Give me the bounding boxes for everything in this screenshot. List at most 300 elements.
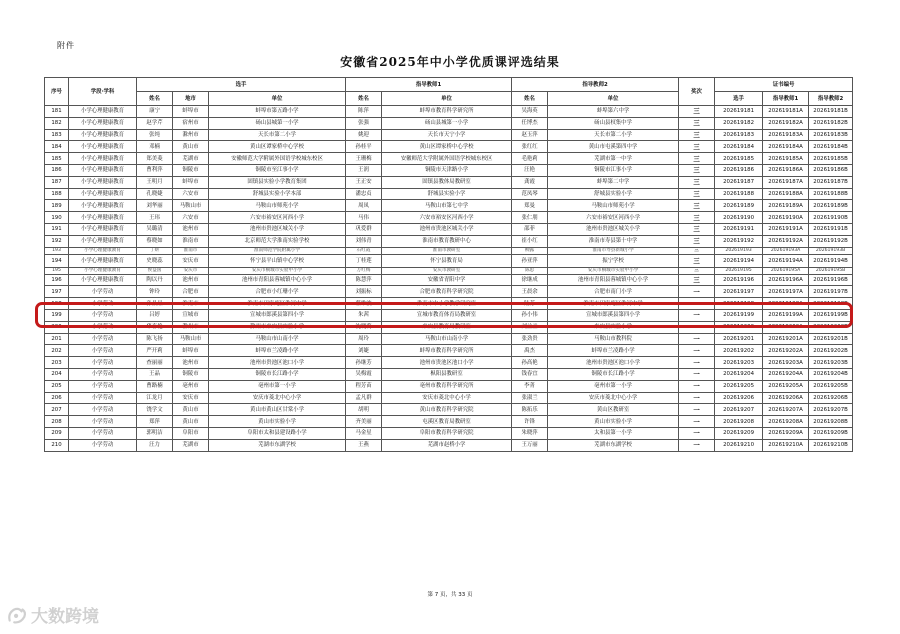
table-cell: 小学劳动 bbox=[69, 392, 137, 404]
table-cell: 小学心理健康教育 bbox=[69, 141, 137, 153]
table-cell: 池州市 bbox=[173, 223, 209, 235]
table-cell: 203 bbox=[45, 357, 69, 369]
table-cell: 202619186B bbox=[809, 164, 853, 176]
table-cell: 黄山市黄山区甘棠小学 bbox=[209, 404, 346, 416]
table-cell: 小学劳动 bbox=[69, 286, 137, 298]
table-cell: 王燕 bbox=[346, 439, 382, 451]
table-cell: 天长市天宁小学 bbox=[382, 129, 512, 141]
table-row bbox=[45, 267, 853, 274]
table-cell: 202619184 bbox=[715, 141, 763, 153]
table-cell: 滁州市 bbox=[173, 321, 209, 333]
table-cell: 铜陵市长江路小学 bbox=[548, 368, 679, 380]
table-cell: 202619192A bbox=[763, 235, 809, 247]
table-cell: 202619195B bbox=[809, 267, 853, 274]
table-cell: 小学劳动 bbox=[69, 357, 137, 369]
table-cell: 邓楠 bbox=[137, 141, 173, 153]
table-cell: 铜陵市 bbox=[173, 368, 209, 380]
header-cert: 证书编号 bbox=[715, 78, 853, 92]
table-cell: 北京师范大学淮南实验学校 bbox=[209, 235, 346, 247]
table-cell: 舒城县实验小学 bbox=[548, 188, 679, 200]
table-cell: 池州市青阳县蓉城镇中心小学 bbox=[548, 274, 679, 286]
table-cell: 吴海英 bbox=[512, 106, 548, 118]
table-cell: 202619202B bbox=[809, 345, 853, 357]
table-cell: 任博杰 bbox=[512, 117, 548, 129]
table-cell: 三 bbox=[679, 212, 715, 224]
table-cell: 王珊梅 bbox=[346, 153, 382, 165]
table-cell: 202619184A bbox=[763, 141, 809, 153]
table-row bbox=[45, 200, 853, 212]
table-cell: 202619205 bbox=[715, 380, 763, 392]
table-cell: 小学劳动 bbox=[69, 345, 137, 357]
table-cell: 康宁 bbox=[137, 106, 173, 118]
table-cell: 黄山市实验小学 bbox=[548, 416, 679, 428]
header-mentor2-name: 姓名 bbox=[512, 92, 548, 106]
table-cell: 202619181 bbox=[715, 106, 763, 118]
table-cell: 池州市 bbox=[173, 357, 209, 369]
table-cell: 宣城市教育体育局教研室 bbox=[382, 309, 512, 321]
table-cell: 蔡晓如 bbox=[137, 235, 173, 247]
table-row bbox=[45, 188, 853, 200]
table-cell: 汪艳 bbox=[512, 164, 548, 176]
table-cell: 202619194B bbox=[809, 254, 853, 267]
table-cell: 汪力 bbox=[137, 439, 173, 451]
table-cell: 202619210 bbox=[715, 439, 763, 451]
table-cell: 怀宁县教育局 bbox=[382, 254, 512, 267]
table-cell: 一 bbox=[679, 309, 715, 321]
table-cell: 小学心理健康教育 bbox=[69, 200, 137, 212]
table-cell: 蚌埠市第五路小学 bbox=[209, 106, 346, 118]
table-cell: 202619205B bbox=[809, 380, 853, 392]
table-cell: 202619189 bbox=[715, 200, 763, 212]
table-cell: 191 bbox=[45, 223, 69, 235]
table-cell: 合肥市教育科学研究院 bbox=[382, 286, 512, 298]
table-cell: 202619185A bbox=[763, 153, 809, 165]
table-cell: 阜阳市 bbox=[173, 427, 209, 439]
table-cell: 202619200A bbox=[763, 321, 809, 333]
table-cell: 池州市贵池区池口小学 bbox=[209, 357, 346, 369]
table-cell: 185 bbox=[45, 153, 69, 165]
table-cell: 小学劳动 bbox=[69, 333, 137, 345]
table-cell: 一 bbox=[679, 298, 715, 310]
table-cell: 孟凡群 bbox=[346, 392, 382, 404]
table-cell: 池州市青阳县蓉城镇中心小学 bbox=[209, 274, 346, 286]
header-cert-player: 选手 bbox=[715, 92, 763, 106]
table-cell: 202619201B bbox=[809, 333, 853, 345]
table-cell: 小学心理健康教育 bbox=[69, 117, 137, 129]
table-row bbox=[45, 439, 853, 451]
table-cell: 史晓蕊 bbox=[137, 254, 173, 267]
table-cell: 蚌埠市 bbox=[173, 176, 209, 188]
table-cell: 王正安 bbox=[346, 176, 382, 188]
table-cell: 潘忠贞 bbox=[346, 188, 382, 200]
table-cell: 一 bbox=[679, 321, 715, 333]
header-cert-mentor2: 指导教师2 bbox=[809, 92, 853, 106]
table-cell: 芜湖市东湖学校 bbox=[209, 439, 346, 451]
table-cell: 黄山区教研室 bbox=[548, 404, 679, 416]
table-cell: 黄山市 bbox=[173, 141, 209, 153]
table-cell: 202619191A bbox=[763, 223, 809, 235]
table-cell: 安庆市桐城市实验中小学 bbox=[209, 267, 346, 274]
table-cell: 铜陵市长江路小学 bbox=[209, 368, 346, 380]
table-cell: 孙桂平 bbox=[346, 141, 382, 153]
table-cell: 202619197 bbox=[715, 286, 763, 298]
table-cell: 199 bbox=[45, 309, 69, 321]
header-contestant-city: 地市 bbox=[173, 92, 209, 106]
table-cell: 186 bbox=[45, 164, 69, 176]
table-cell: 202619182A bbox=[763, 117, 809, 129]
table-cell: 姚迎 bbox=[346, 129, 382, 141]
table-cell: 张强 bbox=[346, 117, 382, 129]
header-award: 奖次 bbox=[679, 78, 715, 106]
table-cell: 宣城市郎溪县第四小学 bbox=[209, 309, 346, 321]
table-cell: 合肥市 bbox=[173, 286, 209, 298]
table-cell: 安庆市桐城市实验中小学 bbox=[548, 267, 679, 274]
table-cell: 池州市贵池区城关小学 bbox=[209, 223, 346, 235]
table-cell: 三 bbox=[679, 188, 715, 200]
table-cell: 孙继芳 bbox=[346, 357, 382, 369]
table-cell: 202619187B bbox=[809, 176, 853, 188]
table-cell: 孙高艳 bbox=[512, 357, 548, 369]
table-cell: 龚霞 bbox=[512, 176, 548, 188]
table-row bbox=[45, 357, 853, 369]
table-cell: 小学心理健康教育 bbox=[69, 267, 137, 274]
table-cell: 202619190 bbox=[715, 212, 763, 224]
table-cell: 202619190B bbox=[809, 212, 853, 224]
table-cell: 太和县第一小学 bbox=[548, 427, 679, 439]
table-cell: 天长市第二小学 bbox=[209, 129, 346, 141]
table-cell: 砀山县城第一小学 bbox=[209, 117, 346, 129]
table-cell: 183 bbox=[45, 129, 69, 141]
table-cell: 202619199B bbox=[809, 309, 853, 321]
table-cell: 舒城县实验小学 bbox=[382, 188, 512, 200]
table-cell: 蚌埠市教育科学研究所 bbox=[382, 345, 512, 357]
table-cell: 小学心理健康教育 bbox=[69, 176, 137, 188]
header-mentor1-name: 姓名 bbox=[346, 92, 382, 106]
table-cell: 合肥市小红珊小学 bbox=[209, 286, 346, 298]
table-cell: 万红梅 bbox=[346, 267, 382, 274]
table-cell: 巩爱群 bbox=[346, 223, 382, 235]
table-row bbox=[45, 247, 853, 254]
table-cell: 亳州市 bbox=[173, 380, 209, 392]
table-cell: 一 bbox=[679, 416, 715, 428]
table-cell: 池州市贵池区城关小学 bbox=[382, 223, 512, 235]
table-cell: 亳州市第一小学 bbox=[548, 380, 679, 392]
table-cell: 202619207 bbox=[715, 404, 763, 416]
table-cell: 小学心理健康教育 bbox=[69, 212, 137, 224]
table-cell: 三 bbox=[679, 223, 715, 235]
table-cell: 202619185 bbox=[715, 153, 763, 165]
table-cell: 202619182B bbox=[809, 117, 853, 129]
table-row bbox=[45, 368, 853, 380]
table-cell: 淮南师范学院附属小学 bbox=[209, 247, 346, 254]
table-cell: 小学心理健康教育 bbox=[69, 164, 137, 176]
table-row bbox=[45, 212, 853, 224]
table-cell: 202619187 bbox=[715, 176, 763, 188]
table-cell: 华春艳 bbox=[137, 321, 173, 333]
table-cell: 202619191 bbox=[715, 223, 763, 235]
table-cell: 小学心理健康教育 bbox=[69, 188, 137, 200]
table-cell: 三 bbox=[679, 274, 715, 286]
table-cell: 黄山区谭家桥中心学校 bbox=[382, 141, 512, 153]
table-cell: 刘华丽 bbox=[137, 200, 173, 212]
table-cell: 三 bbox=[679, 153, 715, 165]
table-cell: 池州市 bbox=[173, 274, 209, 286]
header-contestant-name: 姓名 bbox=[137, 92, 173, 106]
table-cell: 陈飞扬 bbox=[137, 333, 173, 345]
table-cell: 202619192B bbox=[809, 235, 853, 247]
table-cell: 202619209B bbox=[809, 427, 853, 439]
table-cell: 202619206 bbox=[715, 392, 763, 404]
table-cell: 187 bbox=[45, 176, 69, 188]
table-cell: 208 bbox=[45, 416, 69, 428]
table-cell: 三 bbox=[679, 254, 715, 267]
table-cell: 马鞍山市师苑小学 bbox=[548, 200, 679, 212]
table-cell: 淮南市寿县第十中学 bbox=[548, 235, 679, 247]
table-cell: 程芳苗 bbox=[346, 380, 382, 392]
table-cell: 一 bbox=[679, 368, 715, 380]
watermark-logo-icon bbox=[6, 604, 28, 626]
table-cell: 张劲贵 bbox=[512, 333, 548, 345]
header-seq: 序号 bbox=[45, 78, 69, 106]
table-cell: 张淑兰 bbox=[512, 392, 548, 404]
table-cell: 宣城市郎溪县第四小学 bbox=[548, 309, 679, 321]
table-cell: 邵菲 bbox=[512, 223, 548, 235]
table-cell: 芜湖市 bbox=[173, 439, 209, 451]
table-row bbox=[45, 254, 853, 267]
document-title: 安徽省2025年中小学优质课评选结果 bbox=[340, 55, 560, 69]
table-cell: 芜湖市赵桥小学 bbox=[382, 439, 512, 451]
table-cell: 202619195 bbox=[715, 267, 763, 274]
table-cell: 193 bbox=[45, 247, 69, 254]
table-cell: 一 bbox=[679, 286, 715, 298]
table-cell: 安庆市 bbox=[173, 254, 209, 267]
table-cell: 吕婷 bbox=[137, 309, 173, 321]
table-cell: 189 bbox=[45, 200, 69, 212]
table-cell: 202619197A bbox=[763, 286, 809, 298]
table-cell: 淮南市 bbox=[173, 247, 209, 254]
table-cell: 206 bbox=[45, 392, 69, 404]
table-cell: 王明月 bbox=[137, 176, 173, 188]
table-cell: 202619194A bbox=[763, 254, 809, 267]
table-cell: 202619196B bbox=[809, 274, 853, 286]
table-cell: 芜湖市 bbox=[173, 153, 209, 165]
table-cell: 滁州市来安县实验小学 bbox=[209, 321, 346, 333]
table-cell: 202619204B bbox=[809, 368, 853, 380]
table-cell: 刘振标 bbox=[346, 286, 382, 298]
table-cell: 淮南市教研室 bbox=[382, 247, 512, 254]
table-cell: 202619183A bbox=[763, 129, 809, 141]
table-cell: 小学心理健康教育 bbox=[69, 106, 137, 118]
table-cell: 齐美丽 bbox=[346, 416, 382, 428]
table-cell: 舒城县实验小学本部 bbox=[209, 188, 346, 200]
table-cell: 淮南市 bbox=[173, 235, 209, 247]
table-cell: 天长市第二小学 bbox=[548, 129, 679, 141]
table-cell: 查丽丽 bbox=[137, 357, 173, 369]
table-cell: 六安市 bbox=[173, 188, 209, 200]
table-cell: 刘婕 bbox=[346, 345, 382, 357]
table-cell: 202619202A bbox=[763, 345, 809, 357]
table-cell: 202619188A bbox=[763, 188, 809, 200]
table-cell: 滁州市 bbox=[173, 129, 209, 141]
table-row bbox=[45, 274, 853, 286]
table-cell: 来安县实验小学 bbox=[548, 321, 679, 333]
table-cell: 小学劳动 bbox=[69, 298, 137, 310]
table-row bbox=[45, 153, 853, 165]
table-cell: 安庆市菱北中心小学 bbox=[548, 392, 679, 404]
table-row bbox=[45, 416, 853, 428]
table-row bbox=[45, 345, 853, 357]
table-cell: 202619196A bbox=[763, 274, 809, 286]
table-cell: 丁桂莲 bbox=[346, 254, 382, 267]
header-contestant: 选手 bbox=[137, 78, 346, 92]
table-cell: 202619203A bbox=[763, 357, 809, 369]
table-cell: 202619199 bbox=[715, 309, 763, 321]
table-cell: 淮南市田家庵区淮河中学 bbox=[209, 298, 346, 310]
table-cell: 怀宁县平山镇中心学校 bbox=[209, 254, 346, 267]
table-cell: 202619186 bbox=[715, 164, 763, 176]
table-cell: 黄山市教育科学研究院 bbox=[382, 404, 512, 416]
table-cell: 202619205A bbox=[763, 380, 809, 392]
table-cell: 202619200B bbox=[809, 321, 853, 333]
table-cell: 一 bbox=[679, 380, 715, 392]
table-cell: 王晨余 bbox=[512, 286, 548, 298]
table-cell: 丁妍 bbox=[137, 247, 173, 254]
table-cell: 王玮 bbox=[137, 212, 173, 224]
table-cell: 202619201 bbox=[715, 333, 763, 345]
table-cell: 陈慧萍 bbox=[346, 274, 382, 286]
table-cell: 铜陵市江事小学 bbox=[548, 164, 679, 176]
table-cell: 小学心理健康教育 bbox=[69, 129, 137, 141]
table-cell: 200 bbox=[45, 321, 69, 333]
table-cell: 蚌埠第六中学 bbox=[548, 106, 679, 118]
table-cell: 蚌埠市 bbox=[173, 106, 209, 118]
table-cell: 黄山市 bbox=[173, 416, 209, 428]
table-row bbox=[45, 117, 853, 129]
table-cell: 202619206A bbox=[763, 392, 809, 404]
table-cell: 六安市裕安区河西小学 bbox=[548, 212, 679, 224]
table-cell: 王润 bbox=[346, 164, 382, 176]
table-cell: 屯溪区教育局教研室 bbox=[382, 416, 512, 428]
table-cell: 李菁 bbox=[512, 380, 548, 392]
table-cell: 198 bbox=[45, 298, 69, 310]
table-row bbox=[45, 141, 853, 153]
table-cell: 202619193A bbox=[763, 247, 809, 254]
table-cell: 202619192 bbox=[715, 235, 763, 247]
table-cell: 202619204A bbox=[763, 368, 809, 380]
table-cell: 朱茜 bbox=[346, 309, 382, 321]
table-cell: 202619208B bbox=[809, 416, 853, 428]
table-cell: 202619183 bbox=[715, 129, 763, 141]
header-stage-subject: 学段·学科 bbox=[69, 78, 137, 106]
table-cell: 三 bbox=[679, 164, 715, 176]
table-cell: 黄山市屯溪第四中学 bbox=[548, 141, 679, 153]
table-cell: 190 bbox=[45, 212, 69, 224]
header-contestant-unit: 单位 bbox=[209, 92, 346, 106]
table-cell: 许锋 bbox=[512, 416, 548, 428]
table-cell: 三 bbox=[679, 200, 715, 212]
table-cell: 202619190A bbox=[763, 212, 809, 224]
header-mentor2-unit: 单位 bbox=[548, 92, 679, 106]
table-cell: 阜阳市教育科学研究院 bbox=[382, 427, 512, 439]
table-cell: 201 bbox=[45, 333, 69, 345]
table-cell: 安庆市 bbox=[173, 267, 209, 274]
table-cell: 小学劳动 bbox=[69, 309, 137, 321]
table-cell: 范凤琴 bbox=[512, 188, 548, 200]
table-cell: 马鞍山市第七中学 bbox=[382, 200, 512, 212]
table-cell: 202619204 bbox=[715, 368, 763, 380]
table-cell: 202619184B bbox=[809, 141, 853, 153]
table-cell: 209 bbox=[45, 427, 69, 439]
table-cell: 陈拓乐 bbox=[512, 404, 548, 416]
table-cell: 202619198B bbox=[809, 298, 853, 310]
table-row bbox=[45, 404, 853, 416]
table-cell: 安庆市教研室 bbox=[382, 267, 512, 274]
table-cell: 三 bbox=[679, 267, 715, 274]
table-cell: 沈晓莉 bbox=[346, 321, 382, 333]
table-cell: 202619206B bbox=[809, 392, 853, 404]
table-cell: 芜湖市东湖学校 bbox=[548, 439, 679, 451]
table-cell: 江龙月 bbox=[137, 392, 173, 404]
table-cell: 182 bbox=[45, 117, 69, 129]
table-cell: 安庆市 bbox=[173, 392, 209, 404]
table-row bbox=[45, 309, 853, 321]
table-cell: 枞阳县教研室 bbox=[382, 368, 512, 380]
table-row bbox=[45, 164, 853, 176]
table-cell: 一 bbox=[679, 404, 715, 416]
table-cell: 202 bbox=[45, 345, 69, 357]
table-cell: 202619210B bbox=[809, 439, 853, 451]
table-cell: 王晶 bbox=[137, 368, 173, 380]
table-cell: 197 bbox=[45, 286, 69, 298]
table-cell: 赵玉萍 bbox=[512, 129, 548, 141]
table-row bbox=[45, 298, 853, 310]
table-cell: 石红霞 bbox=[346, 247, 382, 254]
table-cell: 204 bbox=[45, 368, 69, 380]
table-cell: 202619189A bbox=[763, 200, 809, 212]
table-cell: 陈萍 bbox=[346, 106, 382, 118]
table-cell: 202619203 bbox=[715, 357, 763, 369]
table-cell: 小学心理健康教育 bbox=[69, 254, 137, 267]
table-cell: 202619195A bbox=[763, 267, 809, 274]
table-cell: 郑曼 bbox=[512, 200, 548, 212]
table-row bbox=[45, 333, 853, 345]
table-cell: 202619196 bbox=[715, 274, 763, 286]
table-cell: 小学心理健康教育 bbox=[69, 153, 137, 165]
table-cell: 侯益国 bbox=[137, 267, 173, 274]
table-cell: 六安市 bbox=[173, 212, 209, 224]
table-cell: 202619193 bbox=[715, 247, 763, 254]
table-cell: 194 bbox=[45, 254, 69, 267]
table-cell: 202619199A bbox=[763, 309, 809, 321]
table-cell: 固镇县教体局教研室 bbox=[382, 176, 512, 188]
table-cell: 亳州市第一小学 bbox=[209, 380, 346, 392]
table-cell: 202619198 bbox=[715, 298, 763, 310]
table-cell: 合肥市南门小学 bbox=[548, 286, 679, 298]
table-cell: 202619201A bbox=[763, 333, 809, 345]
table-cell: 孙亚萍 bbox=[512, 254, 548, 267]
table-cell: 黄山市实验小学 bbox=[209, 416, 346, 428]
table-cell: 周凤 bbox=[346, 200, 382, 212]
table-cell: 181 bbox=[45, 106, 69, 118]
table-row bbox=[45, 223, 853, 235]
table-cell: 徐继成 bbox=[512, 274, 548, 286]
table-cell: 202619193B bbox=[809, 247, 853, 254]
table-cell: 马金星 bbox=[346, 427, 382, 439]
table-cell: 一 bbox=[679, 427, 715, 439]
table-row bbox=[45, 392, 853, 404]
table-cell: 亳州市教育科学研究所 bbox=[382, 380, 512, 392]
table-cell: 张仁朋 bbox=[512, 212, 548, 224]
